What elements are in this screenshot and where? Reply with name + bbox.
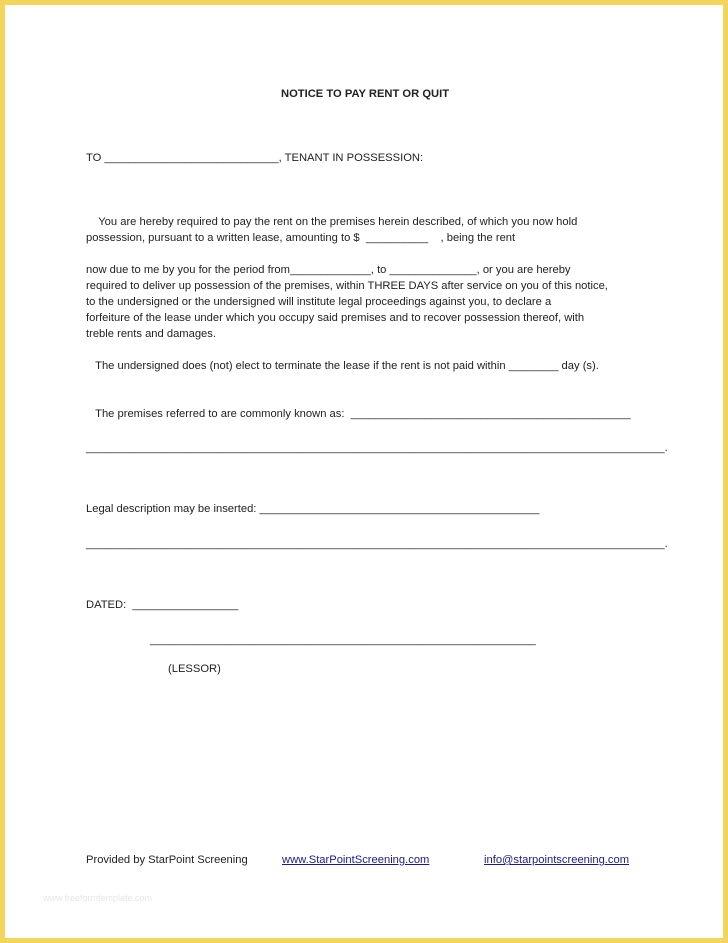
paragraph-2-line-4: forfeiture of the lease under which you occupy said premises and to recover possession thereof, with — [86, 312, 585, 324]
paragraph-2-line-5: treble rents and damages. — [86, 328, 216, 340]
tenant-line: TO ____________________________, TENANT IN POSSESSION: — [86, 152, 424, 164]
paragraph-2-line-1: now due to me by you for the period from_____________, to ______________, or you are hereby — [86, 264, 571, 276]
footer-email-link[interactable]: info@starpointscreening.com — [484, 854, 630, 866]
terminate-lease-line: The undersigned does (not) elect to terminate the lease if the rent is not paid within ________ day (s). — [86, 360, 599, 372]
document-page — [5, 5, 723, 938]
paragraph-2-line-2: required to deliver up possession of the premises, within THREE DAYS after service on you of this notice, — [86, 280, 608, 292]
dated-line: DATED: _________________ — [86, 599, 239, 611]
footer-website-link[interactable]: www.StarPointScreening.com — [282, 854, 430, 866]
paragraph-1-line-1: You are hereby required to pay the rent on the premises herein described, of which you now hold — [86, 216, 578, 228]
footer-provided-by: Provided by StarPoint Screening — [86, 854, 248, 866]
legal-description-line-2: _____________________________________________________________________________________________. — [86, 538, 668, 550]
premises-line-1: The premises referred to are commonly known as: _____________________________________________ — [86, 408, 631, 420]
legal-description-line-1: Legal description may be inserted: _____________________________________________ — [86, 503, 540, 515]
lessor-label: (LESSOR) — [168, 663, 221, 675]
premises-line-2: _____________________________________________________________________________________________. — [86, 442, 668, 454]
document-title: NOTICE TO PAY RENT OR QUIT — [281, 88, 450, 100]
watermark-text: www.freeformtemplate.com — [43, 893, 153, 903]
paragraph-2-line-3: to the undersigned or the undersigned will institute legal proceedings against you, to declare a — [86, 296, 552, 308]
paragraph-1-line-2: possession, pursuant to a written lease, amounting to $ __________ , being the rent — [86, 232, 516, 244]
signature-line: ______________________________________________________________ — [150, 634, 536, 646]
